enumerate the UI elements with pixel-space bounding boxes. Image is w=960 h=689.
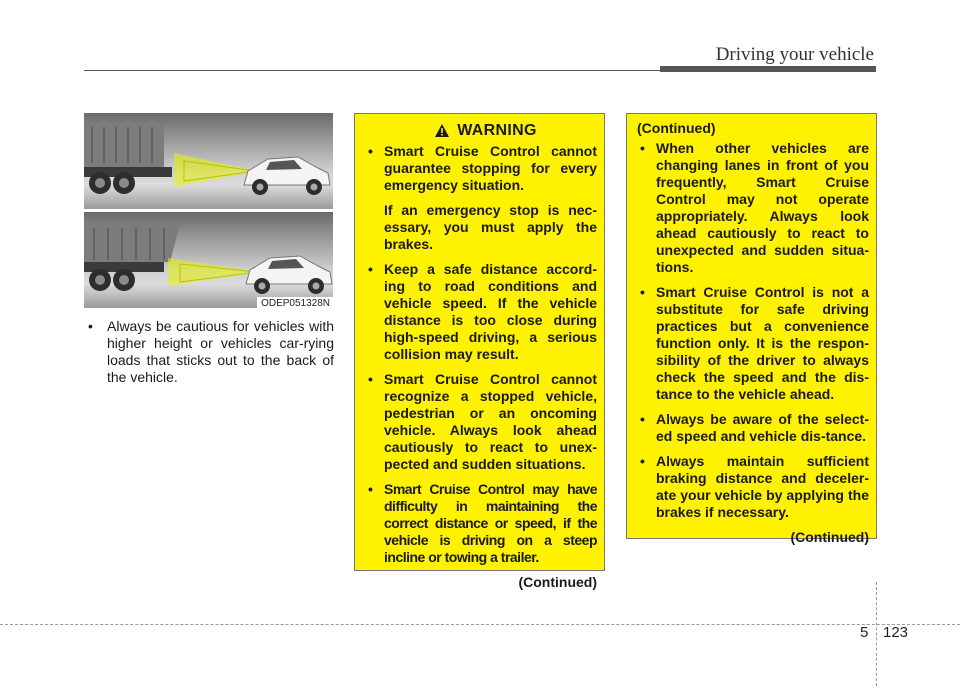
warning-item: • Always maintain sufficient braking distance and deceler-ate your vehicle by applying the brakes if necessary.	[640, 453, 869, 520]
page-number: 123	[883, 624, 909, 641]
footer-divider	[876, 582, 877, 686]
warning-item: • Smart Cruise Control is not a substitute for safe driving practices but a convenience function only. It is the respon-sibility of the driver to always check the speed and the dis-tance to the vehicle ahead.	[640, 284, 869, 402]
warning-item-text: Keep a safe distance accord-ing to road conditions and vehicle speed. If the vehicle distance is too close during high-speed driving, a serious collision may result.	[384, 261, 597, 362]
left-bullet-text: Always be cautious for vehicles with higher height or vehicles car-rying loads that sticks out to the back of the vehicle.	[107, 318, 334, 385]
continued-label: (Continued)	[518, 574, 597, 590]
warning-item-text: If an emergency stop is nec-essary, you must apply the brakes.	[384, 202, 597, 252]
footer-rule	[0, 624, 960, 625]
illustration-truck-high-load	[84, 113, 333, 209]
warning-item-text: Always maintain sufficient braking distance and deceler-ate your vehicle by applying the brakes if necessary.	[656, 453, 869, 520]
warning-title: WARNING	[457, 122, 537, 139]
illustration-truck-protruding-load	[84, 212, 333, 308]
warning-triangle-icon	[435, 124, 449, 137]
left-bullet-item	[88, 318, 334, 386]
continued-top-label: (Continued)	[637, 120, 716, 136]
warning-item-text: Always be aware of the select-ed speed and vehicle dis-tance.	[656, 411, 869, 444]
figure-code: ODEP051328N	[257, 297, 333, 310]
warning-item-text: Smart Cruise Control is not a substitute for safe driving practices but a convenience function only. It is the respon-sibility of the driver to always check the speed and the dis-tance to the vehicle ahead.	[656, 284, 869, 402]
warning-box-1	[354, 113, 605, 590]
warning-item-text: Smart Cruise Control cannot guarantee stopping for every emergency situation.	[384, 143, 597, 193]
warning-item: • Always be aware of the select-ed speed and vehicle dis-tance.	[640, 411, 869, 444]
warning-item-text: When other vehicles are changing lanes in front of you frequently, Smart Cruise Control may not operate appropriately. Always look ahead cautiously to react to unexpected and sudden situa-tions.	[656, 140, 869, 275]
header-title: Driving your vehicle	[715, 44, 874, 65]
warning-item: • Smart Cruise Control cannot recognize a stopped vehicle, pedestrian or an oncoming vehicle. Always look ahead cautiously to react to unex-pected and sudden situations.	[368, 371, 597, 472]
warning-item-text: Smart Cruise Control may have difficulty in maintaining the correct distance or speed, if the vehicle is driving on a steep incline or towing a trailer.	[384, 481, 597, 565]
warning-box-2	[626, 113, 877, 545]
bullet-dot: •	[88, 318, 93, 334]
warning-item: • Smart Cruise Control cannot guarantee stopping for every emergency situation. If an emergency stop is nec-essary, you must apply the brakes.	[368, 143, 597, 252]
header-rule-accent	[660, 66, 876, 72]
warning-item: • Smart Cruise Control may have difficulty in maintaining the correct distance or speed, if the vehicle is driving on a steep incline or towing a trailer.	[368, 481, 597, 565]
warning-header	[375, 122, 597, 139]
illustration-figure	[84, 113, 333, 310]
warning-item-text: Smart Cruise Control cannot recognize a stopped vehicle, pedestrian or an oncoming vehicle. Always look ahead cautiously to react to unex-pected and sudden situations.	[384, 371, 597, 472]
warning-item: • Keep a safe distance accord-ing to road conditions and vehicle speed. If the vehicle distance is too close during high-speed driving, a serious collision may result.	[368, 261, 597, 362]
continued-label: (Continued)	[790, 529, 869, 545]
warning-item: • When other vehicles are changing lanes in front of you frequently, Smart Cruise Control may not operate appropriately. Always look ahead cautiously to react to unexpected and sudden situa-tions.	[640, 140, 869, 275]
section-number: 5	[860, 624, 869, 641]
